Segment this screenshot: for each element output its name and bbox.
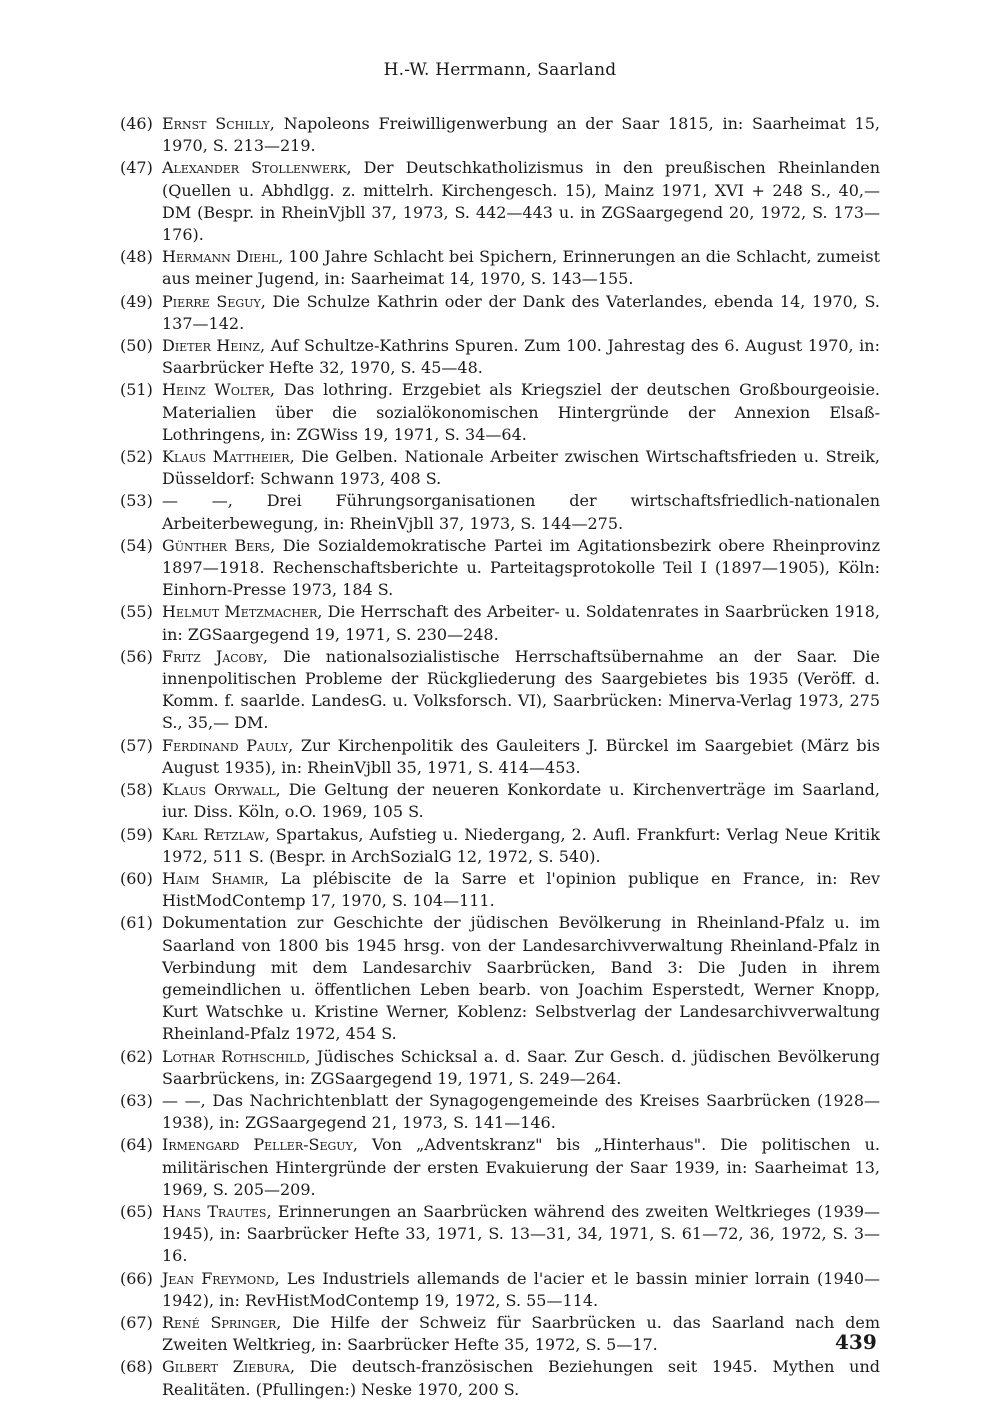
bibliography-entry	[120, 291, 880, 335]
entry-text: , Die Schulze Kathrin oder der Dank des Vaterlandes, ebenda 14, 1970, S. 137—142.	[162, 291, 880, 333]
entry-author: Alexander Stollenwerk	[162, 158, 347, 178]
entry-author: Haim Shamir	[162, 868, 264, 888]
entry-author: Lothar Rothschild	[162, 1046, 306, 1066]
entry-author: Irmengard Peller-Seguy	[162, 1135, 353, 1155]
entry-text: , Jüdisches Schicksal a. d. Saar. Zur Gesch. d. jüdischen Bevölkerung Saarbrückens, in: ZGSaargegend 19, 1971, S. 249—264.	[162, 1046, 880, 1088]
entry-number: (68)	[120, 1357, 153, 1377]
entry-author: Klaus Mattheier	[162, 447, 290, 467]
entry-text: , Napoleons Freiwilligenwerbung an der Saar 1815, in: Saarheimat 15, 1970, S. 213—219.	[162, 114, 880, 156]
entry-text: , Zur Kirchenpolitik des Gauleiters J. Bürckel im Saargebiet (März bis August 1935), in: RheinVjbll 35, 1971, S. 414—453.	[162, 735, 880, 777]
entry-number: (57)	[120, 735, 153, 755]
entry-number: (62)	[120, 1046, 153, 1066]
entry-text: , Die Sozialdemokratische Partei im Agitationsbezirk obere Rheinprovinz 1897—1918. Rechenschaftsberichte u. Parteitagsprotokolle Teil I (1897—1905), Köln: Einhorn-Presse 1973, 184 S.	[162, 535, 880, 600]
bibliography-entry	[120, 490, 880, 534]
entry-number: (66)	[120, 1268, 153, 1288]
entry-text: , Die Gelben. Nationale Arbeiter zwischen Wirtschaftsfrieden u. Streik, Düsseldorf: Schwann 1973, 408 S.	[162, 447, 880, 489]
bibliography-entry	[120, 868, 880, 912]
entry-text: Dokumentation zur Geschichte der jüdischen Bevölkerung in Rheinland-Pfalz u. im Saarland von 1800 bis 1945 hrsg. von der Landesarchivverwaltung Rheinland-Pfalz in Verbindung mit dem Landesarchiv Saarbrücken, Band 3: Die Juden in ihrem gemeindlichen u. öffentlichen Leben bearb. von Joachim Esperstedt, Werner Knopp, Kurt Watschke u. Kristine Werner, Koblenz: Selbstverlag der Landesarchivverwaltung Rheinland-Pfalz 1972, 454 S.	[162, 913, 880, 1044]
bibliography-entry	[120, 535, 880, 602]
bibliography-entry	[120, 1090, 880, 1134]
entry-author: Ernst Schilly	[162, 114, 270, 133]
entry-author: Gilbert Ziebura	[162, 1357, 290, 1377]
entry-text: , Erinnerungen an Saarbrücken während des zweiten Weltkrieges (1939—1945), in: Saarbrücker Hefte 33, 1971, S. 13—31, 34, 1971, S. 61—72, 36, 1972, S. 3—16.	[162, 1201, 881, 1266]
entry-author: Karl Retzlaw	[162, 824, 265, 844]
entry-text: , Die Herrschaft des Arbeiter- u. Soldatenrates in Saarbrücken 1918, in: ZGSaargegend 19, 1971, S. 230—248.	[162, 602, 881, 644]
bibliography-entry	[120, 735, 880, 779]
bibliography-entry	[120, 646, 880, 735]
entry-text: — —, Das Nachrichtenblatt der Synagogengemeinde des Kreises Saarbrücken (1928—1938), in: ZGSaargegend 21, 1973, S. 141—146.	[162, 1090, 880, 1133]
page-number: 439	[835, 1330, 877, 1354]
entry-text: — —, Drei Führungsorganisationen der wirtschaftsfriedlich-nationalen Arbeiterbewegung, in: RheinVjbll 37, 1973, S. 144—275.	[162, 491, 880, 533]
entry-number: (63)	[120, 1090, 153, 1110]
entry-author: René Springer	[162, 1312, 277, 1332]
bibliography-list	[120, 113, 880, 1401]
entry-number: (53)	[120, 491, 153, 511]
entry-text: , Les Industriels allemands de l'acier et le bassin minier lorrain (1940—1942), in: RevHistModContemp 19, 1972, S. 55—114.	[162, 1268, 881, 1310]
entry-number: (60)	[120, 868, 153, 888]
entry-text: , Der Deutschkatholizismus in den preußischen Rheinlanden (Quellen u. Abhdlgg. z. mittelrh. Kirchengesch. 15), Mainz 1971, XVI + 248 S., 40,— DM (Bespr. in RheinVjbll 37, 1973, S. 442—443 u. in ZGSaargegend 20, 1972, S. 173—176).	[162, 158, 880, 245]
entry-author: Pierre Seguy	[162, 291, 261, 311]
entry-text: , La plébiscite de la Sarre et l'opinion publique en France, in: Rev HistModContemp 17, 1970, S. 104—111.	[162, 868, 881, 911]
bibliography-entry	[120, 246, 880, 290]
bibliography-entry	[120, 379, 880, 446]
entry-number: (67)	[120, 1312, 153, 1332]
entry-number: (52)	[120, 447, 153, 467]
entry-text: , Die deutsch-französischen Beziehungen seit 1945. Mythen und Realitäten. (Pfullingen:) Neske 1970, 200 S.	[162, 1357, 880, 1399]
entry-number: (47)	[120, 158, 153, 178]
bibliography-entry	[120, 157, 880, 246]
entry-text: , 100 Jahre Schlacht bei Spichern, Erinnerungen an die Schlacht, zumeist aus meiner Jugend, in: Saarheimat 14, 1970, S. 143—155.	[162, 247, 880, 289]
entry-number: (55)	[120, 602, 153, 622]
bibliography-entry	[120, 335, 880, 379]
entry-number: (50)	[120, 336, 153, 356]
bibliography-entry	[120, 113, 880, 157]
entry-text: , Das lothring. Erzgebiet als Kriegsziel der deutschen Großbourgeoisie. Materialien über die sozialökonomischen Hintergründe der Annexion Elsaß-Lothringens, in: ZGWiss 19, 1971, S. 34—64.	[162, 380, 881, 444]
bibliography-entry	[120, 912, 880, 1045]
entry-number: (58)	[120, 780, 153, 800]
bibliography-entry	[120, 1201, 880, 1268]
bibliography-entry	[120, 601, 880, 645]
entry-author: Helmut Metzmacher	[162, 602, 318, 622]
bibliography-entry	[120, 1268, 880, 1312]
bibliography-entry	[120, 1134, 880, 1201]
entry-author: Hermann Diehl	[162, 247, 279, 267]
entry-author: Ferdinand Pauly	[162, 735, 289, 755]
entry-number: (59)	[120, 824, 153, 844]
entry-author: Günther Bers	[162, 535, 271, 555]
bibliography-entry	[120, 1312, 880, 1356]
entry-author: Jean Freymond	[162, 1268, 275, 1288]
entry-number: (46)	[120, 114, 153, 133]
entry-text: , Von „Adventskranz" bis „Hinterhaus". Die politischen u. militärischen Hintergründe der ersten Evakuierung der Saar 1939, in: Saarheimat 13, 1969, S. 205—209.	[162, 1135, 880, 1199]
entry-number: (65)	[120, 1201, 153, 1221]
entry-number: (64)	[120, 1135, 153, 1155]
bibliography-entry	[120, 1046, 880, 1090]
bibliography-entry	[120, 1356, 880, 1400]
entry-number: (61)	[120, 913, 153, 933]
entry-text: , Die Geltung der neueren Konkordate u. Kirchenverträge im Saarland, iur. Diss. Köln, o.O. 1969, 105 S.	[162, 780, 881, 822]
bibliography-entry	[120, 446, 880, 490]
entry-author: Hans Trautes	[162, 1201, 267, 1221]
entry-number: (48)	[120, 247, 153, 267]
entry-author: Heinz Wolter	[162, 380, 270, 400]
entry-text: , Die nationalsozialistische Herrschaftsübernahme an der Saar. Die innenpolitischen Probleme der Rückgliederung des Saargebietes bis 1935 (Veröff. d. Komm. f. saarlde. LandesG. u. Volksforsch. VI), Saarbrücken: Minerva-Verlag 1973, 275 S., 35,— DM.	[162, 646, 880, 733]
entry-number: (49)	[120, 291, 153, 311]
entry-author: Fritz Jacoby	[162, 646, 263, 666]
bibliography-entry	[120, 779, 880, 823]
entry-number: (51)	[120, 380, 153, 400]
entry-text: , Spartakus, Aufstieg u. Niedergang, 2. Aufl. Frankfurt: Verlag Neue Kritik 1972, 511 S. (Bespr. in ArchSozialG 12, 1972, S. 540).	[162, 824, 880, 866]
running-header: H.-W. Herrmann, Saarland	[383, 60, 617, 80]
entry-author: Klaus Orywall	[162, 780, 276, 800]
entry-text: , Die Hilfe der Schweiz für Saarbrücken u. das Saarland nach dem Zweiten Weltkrieg, in: Saarbrücker Hefte 35, 1972, S. 5—17.	[162, 1312, 881, 1355]
entry-author: Dieter Heinz	[162, 336, 261, 356]
bibliography-entry	[120, 824, 880, 868]
entry-text: , Auf Schultze-Kathrins Spuren. Zum 100. Jahrestag des 6. August 1970, in: Saarbrücker Hefte 32, 1970, S. 45—48.	[162, 336, 880, 378]
entry-number: (56)	[120, 646, 153, 666]
entry-number: (54)	[120, 535, 153, 555]
